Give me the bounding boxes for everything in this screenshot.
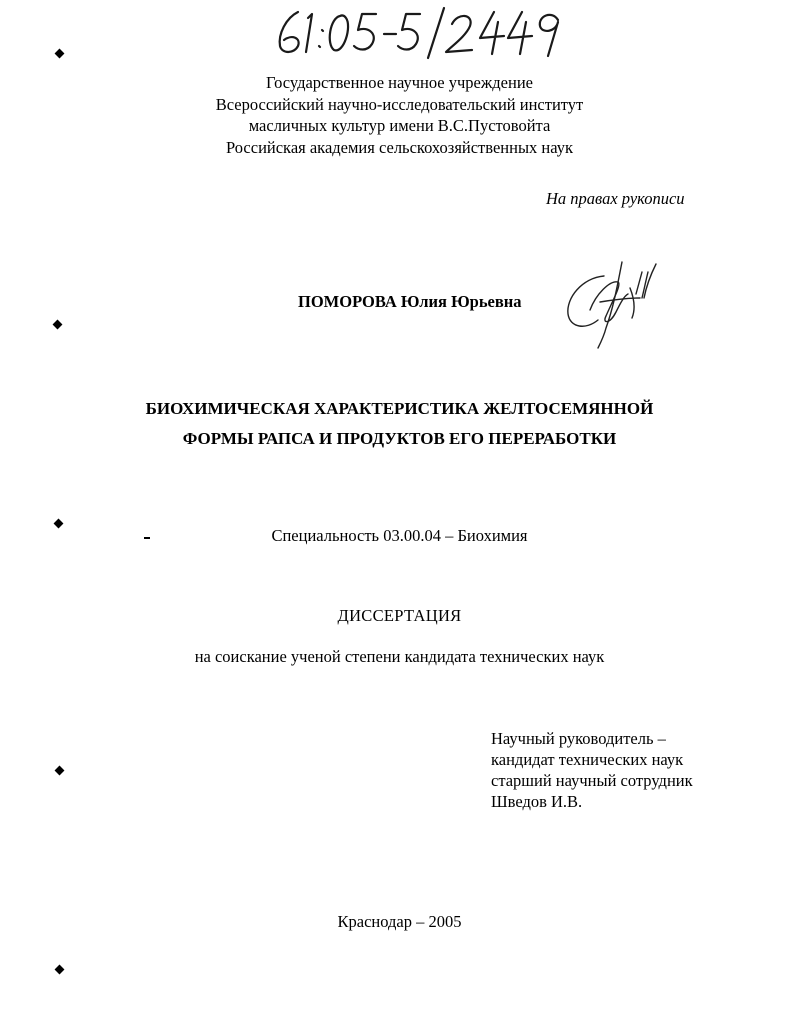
- supervisor-line-2: кандидат технических наук: [491, 750, 684, 769]
- binding-mark: [55, 965, 65, 975]
- author-name: ПОМОРОВА Юлия Юрьевна: [298, 292, 522, 311]
- document-type: ДИССЕРТАЦИЯ: [337, 606, 462, 625]
- scan-speck: [144, 537, 150, 539]
- supervisor-block: [491, 728, 693, 812]
- title-line-1: БИОХИМИЧЕСКАЯ ХАРАКТЕРИСТИКА ЖЕЛТОСЕМЯННОЙ: [145, 399, 654, 418]
- supervisor-line-1: Научный руководитель –: [491, 729, 666, 748]
- author-signature: [560, 258, 670, 350]
- title-line-2: ФОРМЫ РАПСА И ПРОДУКТОВ ЕГО ПЕРЕРАБОТКИ: [182, 429, 617, 448]
- institution-block: [0, 72, 799, 158]
- supervisor-line-4: Шведов И.В.: [491, 792, 583, 811]
- degree-line: на соискание ученой степени кандидата технических наук: [194, 647, 605, 666]
- dissertation-title: [0, 394, 799, 454]
- binding-mark: [55, 766, 65, 776]
- binding-mark: [55, 49, 65, 59]
- supervisor-line-3: старший научный сотрудник: [491, 771, 693, 790]
- specialty: Специальность 03.00.04 – Биохимия: [271, 526, 528, 545]
- institution-line-2: Всероссийский научно-исследовательский институт: [215, 94, 584, 114]
- institution-line-3: масличных культур имени В.С.Пустовойта: [248, 116, 551, 135]
- binding-mark: [53, 320, 63, 330]
- handwritten-archive-code: [268, 4, 568, 62]
- manuscript-rights-note: На правах рукописи: [546, 189, 685, 208]
- institution-line-1: Государственное научное учреждение: [266, 73, 533, 92]
- institution-line-4: Российская академия сельскохозяйственных наук: [226, 137, 573, 157]
- place-and-year: Краснодар – 2005: [337, 912, 462, 931]
